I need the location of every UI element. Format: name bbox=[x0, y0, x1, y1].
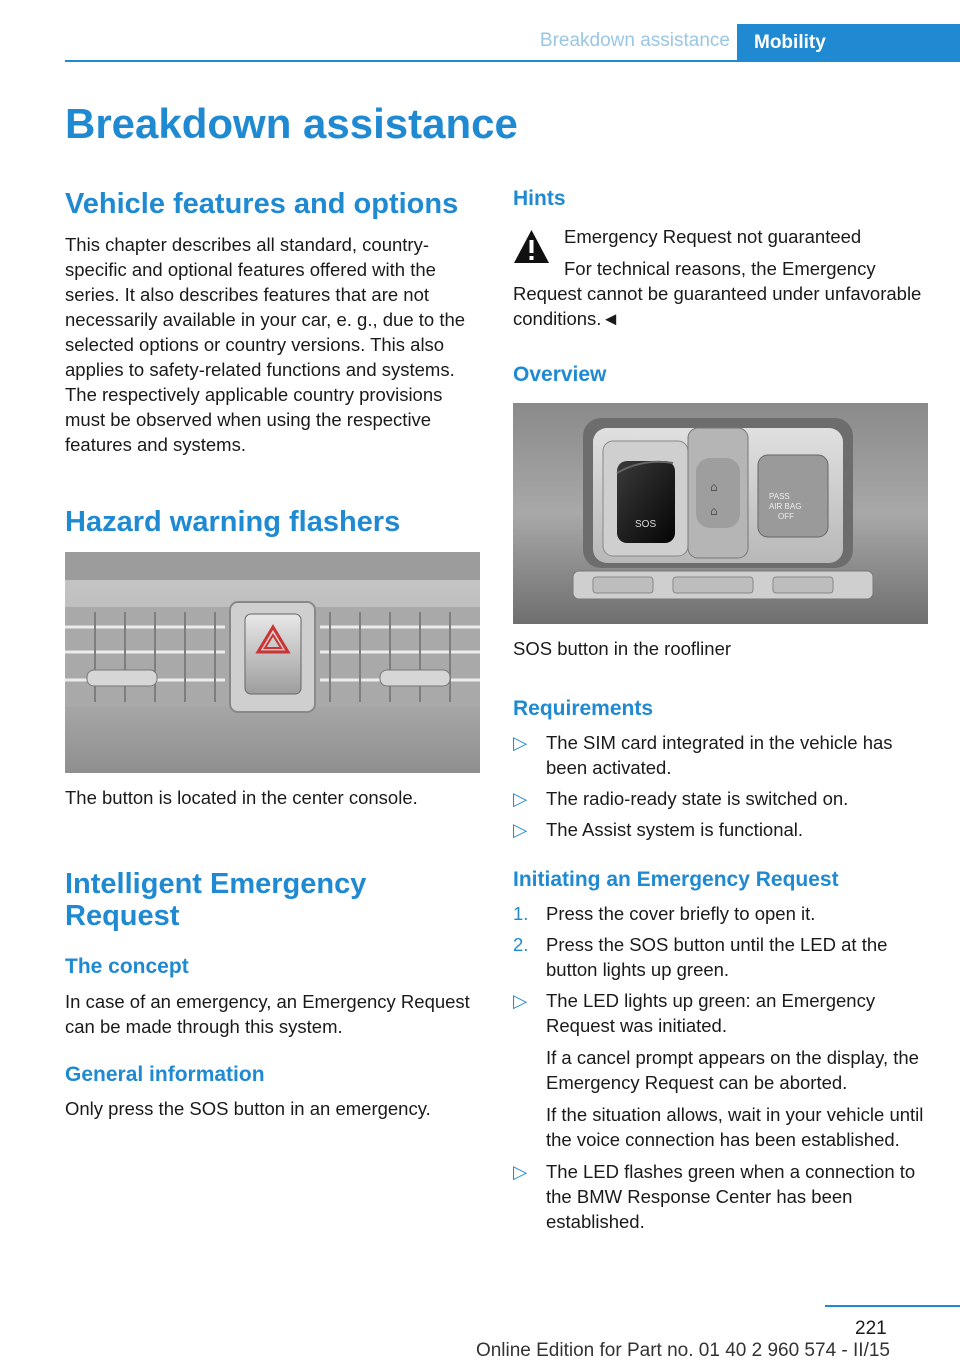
heading-requirements: Requirements bbox=[513, 697, 654, 720]
bullet-marker: ▷ bbox=[513, 1161, 528, 1182]
list-item-text: The Assist system is functional. bbox=[546, 819, 804, 840]
header-section: Breakdown assistance bbox=[539, 30, 730, 51]
overview-caption: SOS button in the roofliner bbox=[513, 638, 732, 659]
step-number: 2. bbox=[513, 934, 529, 955]
header-rule bbox=[65, 60, 960, 62]
list-item bbox=[513, 988, 928, 1152]
list-item bbox=[513, 786, 928, 811]
list-item-text: The LED lights up green: an Emergency Request was initiated. bbox=[546, 990, 876, 1036]
concept-paragraph: In case of an emergency, an Emergency Request can be made through this system. bbox=[65, 991, 470, 1037]
footer-rule bbox=[825, 1305, 960, 1307]
sos-label-text: SOS bbox=[635, 519, 657, 530]
svg-text:⌂: ⌂ bbox=[710, 480, 718, 494]
list-item-text: Press the cover briefly to open it. bbox=[546, 903, 816, 924]
list-item-subtext: If the situation allows, wait in your vehicle until the voice connection has been established. bbox=[546, 1104, 924, 1150]
edition-footer: Online Edition for Part no. 01 40 2 960 574 - II/15 bbox=[475, 1340, 890, 1361]
bullet-marker: ▷ bbox=[513, 990, 528, 1011]
list-item-text: The LED flashes green when a connection to the BMW Response Center has been established. bbox=[546, 1161, 916, 1232]
heading-intelligent-emergency-request: Intelligent Emergency Request bbox=[65, 868, 367, 932]
list-item bbox=[513, 1159, 928, 1234]
list-item-subtext: If a cancel prompt appears on the display, the Emergency Request can be aborted. bbox=[546, 1047, 919, 1093]
steps-list bbox=[513, 901, 928, 1240]
heading-hints: Hints bbox=[513, 187, 566, 210]
bullet-marker: ▷ bbox=[513, 788, 528, 809]
list-item-text: The radio-ready state is switched on. bbox=[546, 788, 849, 809]
airbag-label-text: AIR BAG bbox=[769, 502, 802, 511]
list-item bbox=[513, 901, 928, 926]
warning-title: Emergency Request not guaranteed bbox=[564, 226, 862, 247]
bullet-marker: ▷ bbox=[513, 732, 528, 753]
heading-vehicle-features: Vehicle features and options bbox=[65, 188, 459, 220]
pass-label-text: PASS bbox=[769, 492, 790, 501]
features-paragraph: This chapter describes all standard, country-specific and optional features offered with the series. It also describes features that are not necessarily available in your car, e. g., due to the selected options or country versions. This also applies to safety-related functions and systems. The respectively applicable country provisions must be observed when using the respective features and systems. bbox=[65, 234, 466, 455]
list-item-text: The SIM card integrated in the vehicle has been activated. bbox=[546, 732, 893, 778]
off-label-text: OFF bbox=[778, 512, 794, 521]
page-number: 221 bbox=[855, 1318, 887, 1339]
step-number: 1. bbox=[513, 903, 529, 924]
page-title: Breakdown assistance bbox=[65, 100, 518, 147]
bullet-marker: ▷ bbox=[513, 819, 528, 840]
hazard-caption: The button is located in the center console. bbox=[65, 787, 418, 808]
heading-initiating-emergency-request: Initiating an Emergency Request bbox=[513, 868, 839, 891]
hazard-button-image bbox=[65, 552, 480, 773]
list-item bbox=[513, 730, 928, 780]
sos-roofliner-image bbox=[513, 403, 928, 624]
heading-the-concept: The concept bbox=[65, 955, 189, 978]
list-item-text: Press the SOS button until the LED at the button lights up green. bbox=[546, 934, 888, 980]
list-item bbox=[513, 817, 928, 842]
general-paragraph: Only press the SOS button in an emergency. bbox=[65, 1098, 431, 1119]
requirements-list bbox=[513, 730, 928, 848]
heading-hazard-warning: Hazard warning flashers bbox=[65, 506, 401, 538]
header-chapter-tab[interactable]: Mobility bbox=[737, 24, 960, 62]
heading-general-information: General information bbox=[65, 1063, 265, 1086]
warning-text: For technical reasons, the Emergency Request cannot be guaranteed under unfavorable conditions.◄ bbox=[513, 258, 922, 329]
svg-text:⌂: ⌂ bbox=[710, 504, 718, 518]
list-item bbox=[513, 932, 928, 982]
heading-overview: Overview bbox=[513, 363, 607, 386]
